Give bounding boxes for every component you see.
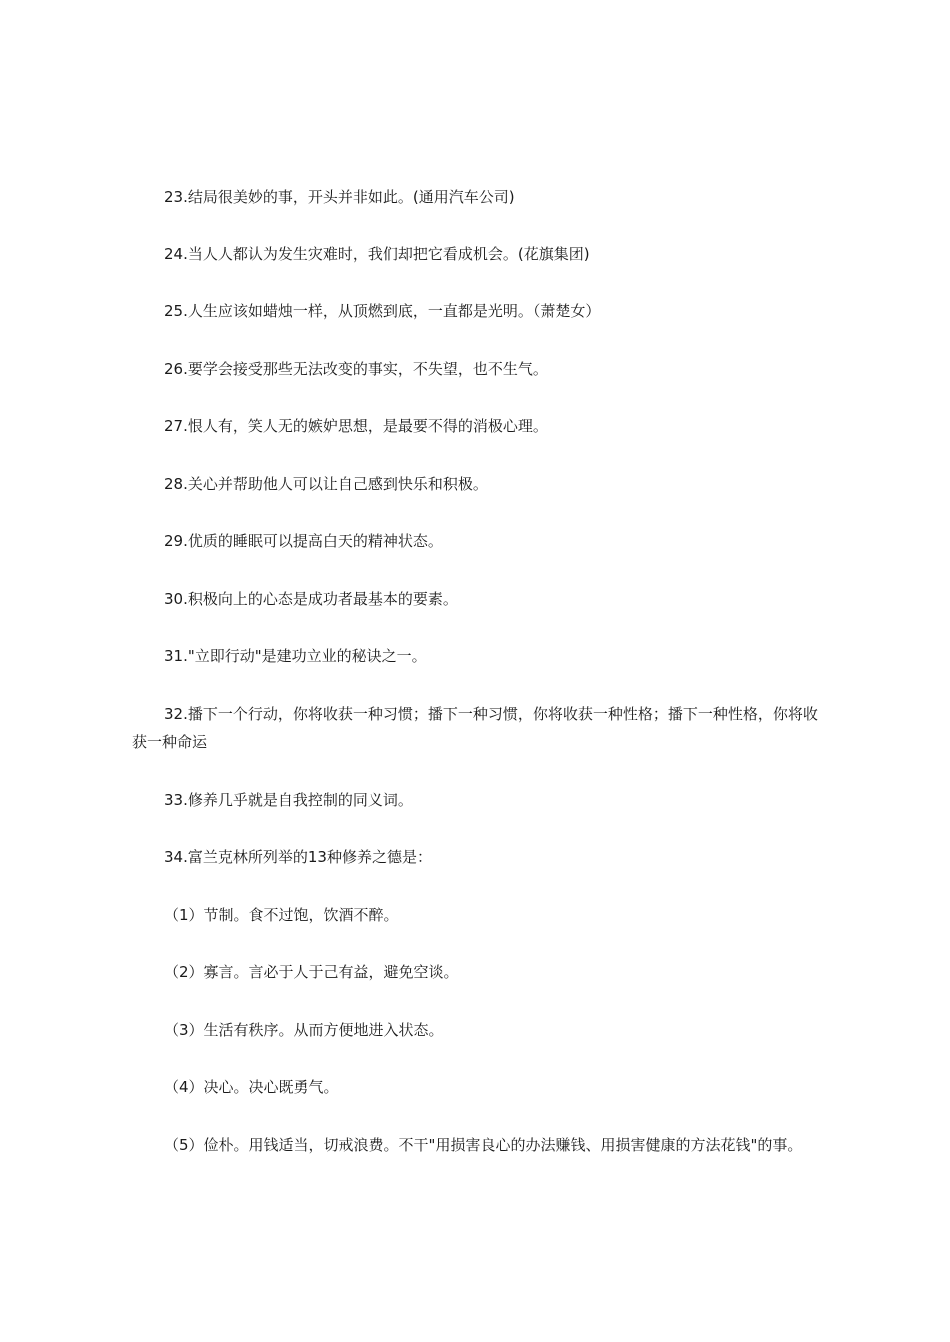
quote-line-30: 30.积极向上的心态是成功者最基本的要素。 xyxy=(164,590,458,608)
quote-line-33: 33.修养几乎就是自我控制的同义词。 xyxy=(164,791,413,809)
virtue-item-2: （2）寡言。言必于人于己有益，避免空谈。 xyxy=(164,963,459,981)
quote-line-26: 26.要学会接受那些无法改变的事实，不失望，也不生气。 xyxy=(164,360,548,378)
quote-line-23: 23.结局很美妙的事，开头并非如此。(通用汽车公司) xyxy=(164,188,515,206)
quote-line-32: 32.播下一个行动，你将收获一种习惯；播下一种习惯，你将收获一种性格；播下一种性格，你将收获一种命运 xyxy=(132,705,818,751)
quote-line-31: 31."立即行动"是建功立业的秘诀之一。 xyxy=(164,647,427,665)
quote-line-27: 27.恨人有，笑人无的嫉妒思想，是最要不得的消极心理。 xyxy=(164,417,548,435)
quote-line-29: 29.优质的睡眠可以提高白天的精神状态。 xyxy=(164,532,443,550)
quote-line-28: 28.关心并帮助他人可以让自己感到快乐和积极。 xyxy=(164,475,488,493)
virtue-item-4: （4）决心。决心既勇气。 xyxy=(164,1078,339,1096)
quote-line-34: 34.富兰克林所列举的13种修养之德是： xyxy=(164,848,432,866)
virtue-item-5: （5）俭朴。用钱适当，切戒浪费。不干"用损害良心的办法赚钱、用损害健康的方法花钱"的事。 xyxy=(164,1136,803,1154)
quote-line-25: 25.人生应该如蜡烛一样，从顶燃到底，一直都是光明。（萧楚女） xyxy=(164,302,601,320)
virtue-item-3: （3）生活有秩序。从而方便地进入状态。 xyxy=(164,1021,444,1039)
virtue-item-1: （1）节制。食不过饱，饮酒不醉。 xyxy=(164,906,399,924)
quote-line-24: 24.当人人都认为发生灾难时，我们却把它看成机会。(花旗集团) xyxy=(164,245,590,263)
